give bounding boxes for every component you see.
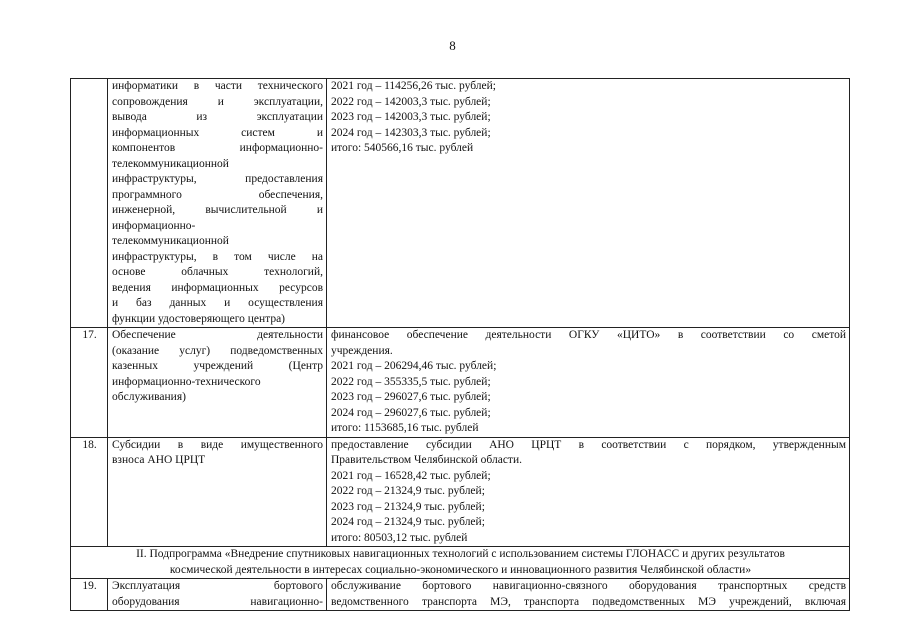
activity-line: функции удостоверяющего центра) [112,312,286,325]
activity-line: обслуживания) [112,391,186,403]
content-line: 2022 год – 355335,5 тыс. рублей; [331,375,491,388]
content-line: итого: 540566,16 тыс. рублей [331,142,474,154]
activity-line: Эксплуатация бортового [112,580,323,592]
activity-line: взноса АНО ЦРЦТ [112,454,206,466]
activity-line: инженерной, вычислительной и [112,204,323,216]
content-line: 2021 год – 16528,42 тыс. рублей; [331,469,491,482]
content-line: итого: 1153685,16 тыс. рублей [331,422,479,434]
activity-line: информационных систем и [112,126,323,139]
content-line: 2021 год – 206294,46 тыс. рублей; [331,360,497,372]
content-cell [327,328,850,438]
program-activities-table [70,78,850,611]
content-line: финансовое обеспечение деятельности ОГКУ «ЦИТО» в соответствии со сметой [331,329,846,341]
activity-line: компонентов информационно- [112,142,323,154]
content-line: итого: 80503,12 тыс. рублей [331,531,468,544]
activity-line: вывода из эксплуатации [112,111,323,123]
subprogram-heading-line: II. Подпрограмма «Внедрение спутниковых навигационных технологий с использованием системы ГЛОНАСС и других результатов [136,548,785,560]
activity-line: информатики в части технического [112,80,323,92]
table-row [71,79,850,328]
activity-line: сопровождения и эксплуатации, [112,95,323,108]
table-row [71,579,850,611]
row-number-cell [71,79,108,328]
content-line: 2024 год – 21324,9 тыс. рублей; [331,516,485,528]
activity-line: информационно- [112,219,196,232]
activity-line: основе облачных технологий, [112,266,323,278]
row-number-cell: 17. [71,328,108,438]
activity-line: Обеспечение деятельности [112,329,323,341]
activity-line: телекоммуникационной [112,235,229,247]
page-number: 8 [449,38,456,53]
content-line: 2023 год – 142003,3 тыс. рублей; [331,111,491,123]
activity-line: телекоммуникационной [112,157,229,170]
activity-line: (оказание услуг) подведомственных [112,344,323,357]
content-line: 2021 год – 114256,26 тыс. рублей; [331,80,496,92]
table-row [71,437,850,547]
content-line: 2022 год – 142003,3 тыс. рублей; [331,95,491,108]
row-number-cell: 19. [71,579,108,611]
activity-line: ведения информационных ресурсов [112,281,323,294]
content-line: 2024 год – 142303,3 тыс. рублей; [331,126,491,139]
content-cell [327,437,850,547]
content-line: 2023 год – 21324,9 тыс. рублей; [331,500,485,513]
content-line: 2023 год – 296027,6 тыс. рублей; [331,391,491,403]
activity-line: программного обеспечения, [112,188,323,201]
content-line: 2024 год – 296027,6 тыс. рублей; [331,406,491,419]
content-line: 2022 год – 21324,9 тыс. рублей; [331,485,485,497]
row-number-cell: 18. [71,437,108,547]
activity-line: оборудования навигационно- [112,595,323,608]
activity-cell [108,79,327,328]
section-row [71,547,850,579]
content-line: учреждения. [331,344,393,357]
subprogram-heading [71,547,850,579]
content-line: ведомственного транспорта МЭ, транспорта подведомственных МЭ учреждений, включая [331,595,846,608]
activity-line: инфраструктуры, предоставления [112,173,323,185]
subprogram-heading-line: космической деятельности в интересах социально-экономического и инновационного развития Челябинской области» [169,563,752,576]
content-cell [327,79,850,328]
activity-line: информационно-технического [112,375,261,388]
content-line: предоставление субсидии АНО ЦРЦТ в соответствии с порядком, утвержденным [331,438,846,451]
table-row [71,328,850,438]
content-line: обслуживание бортового навигационно-связного оборудования транспортных средств [331,580,846,592]
activity-line: Субсидии в виде имущественного [112,438,323,451]
activity-cell [108,437,327,547]
content-line: Правительством Челябинской области. [331,454,522,466]
activity-line: инфраструктуры, в том числе на [112,250,323,263]
activity-line: казенных учреждений (Центр [112,360,323,372]
activity-line: и баз данных и осуществления [112,297,323,309]
activity-cell [108,328,327,438]
content-cell [327,579,850,611]
activity-cell [108,579,327,611]
